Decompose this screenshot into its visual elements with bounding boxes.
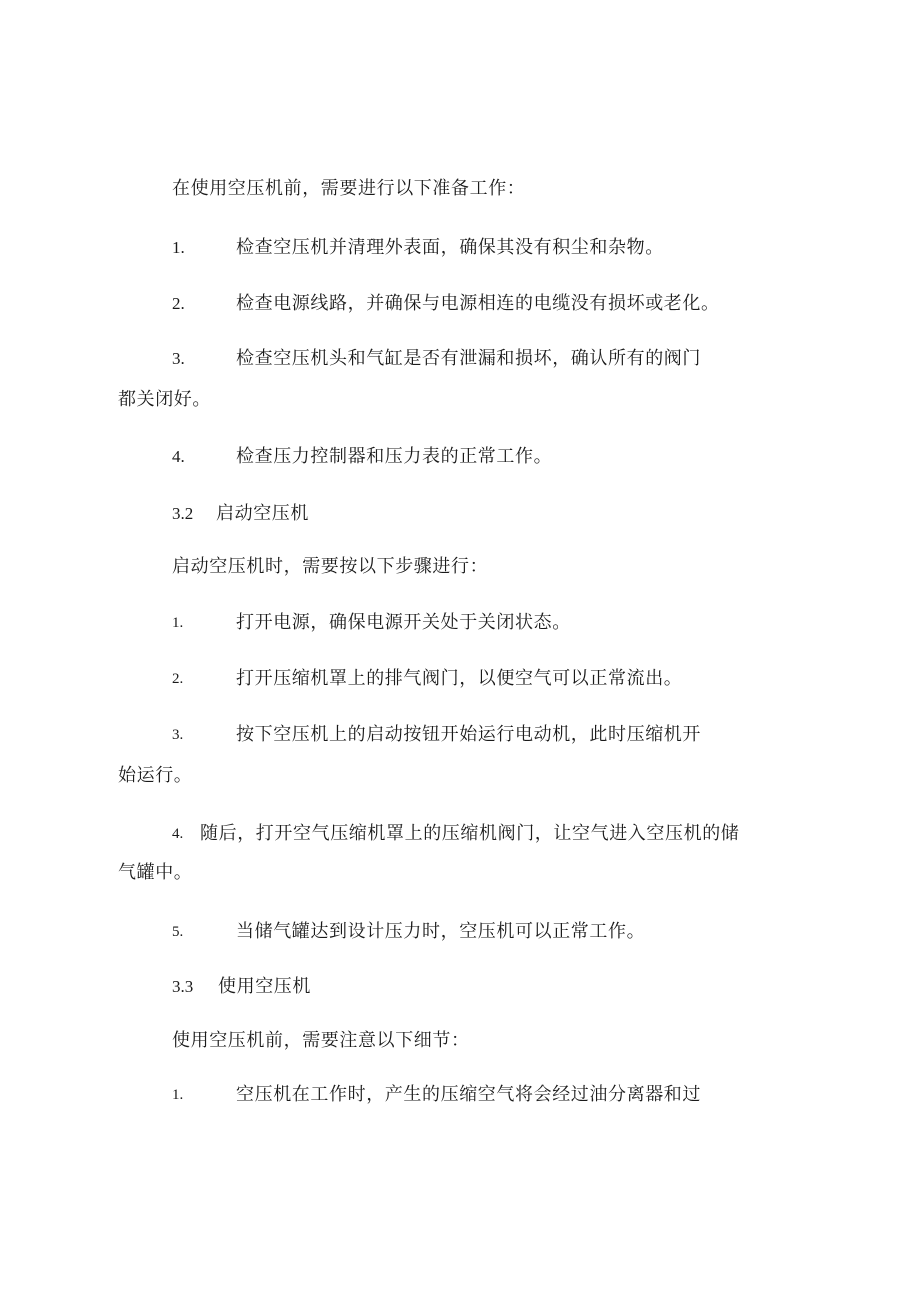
start-step-2-text: 打开压缩机罩上的排气阀门，以便空气可以正常流出。 [236,668,683,689]
start-step-1-text: 打开电源，确保电源开关处于关闭状态。 [236,612,571,633]
start-step-3-number: 3. [172,727,184,743]
start-step-4-text: 随后，打开空气压缩机罩上的压缩机阀门，让空气进入空压机的储 [200,823,740,844]
start-step-1-number: 1. [172,615,184,631]
start-step-5-text: 当储气罐达到设计压力时，空压机可以正常工作。 [236,921,646,942]
section-3-2-title: 启动空压机 [216,503,309,524]
section-3-3-intro: 使用空压机前，需要注意以下细节： [172,1030,470,1051]
prep-item-3-text: 检查空压机头和气缸是否有泄漏和损坏，确认所有的阀门 [236,348,701,369]
usage-note-1-text: 空压机在工作时，产生的压缩空气将会经过油分离器和过 [236,1084,701,1105]
prep-item-1-text: 检查空压机并清理外表面，确保其没有积尘和杂物。 [236,237,664,258]
start-step-4-number: 4. [172,826,184,842]
section-3-2-number: 3.2 [172,504,194,523]
section-3-3-title: 使用空压机 [218,976,311,997]
start-step-5-number: 5. [172,924,184,940]
start-step-2-number: 2. [172,671,184,687]
section-3-3-number: 3.3 [172,977,194,996]
prep-item-3-number: 3. [172,349,185,368]
prep-item-2-text: 检查电源线路，并确保与电源相连的电缆没有损坏或老化。 [236,293,720,314]
start-step-3-continuation: 始运行。 [118,765,193,786]
prep-item-4-text: 检查压力控制器和压力表的正常工作。 [236,446,553,467]
usage-note-1-number: 1. [172,1087,184,1103]
prep-item-1-number: 1. [172,238,185,257]
section-3-2-intro: 启动空压机时，需要按以下步骤进行： [172,556,489,577]
prep-item-3-continuation: 都关闭好。 [118,389,211,410]
prep-item-2-number: 2. [172,294,185,313]
prep-item-4-number: 4. [172,447,185,466]
prep-intro: 在使用空压机前，需要进行以下准备工作： [172,178,526,199]
start-step-3-text: 按下空压机上的启动按钮开始运行电动机，此时压缩机开 [236,724,701,745]
start-step-4-continuation: 气罐中。 [118,862,193,883]
